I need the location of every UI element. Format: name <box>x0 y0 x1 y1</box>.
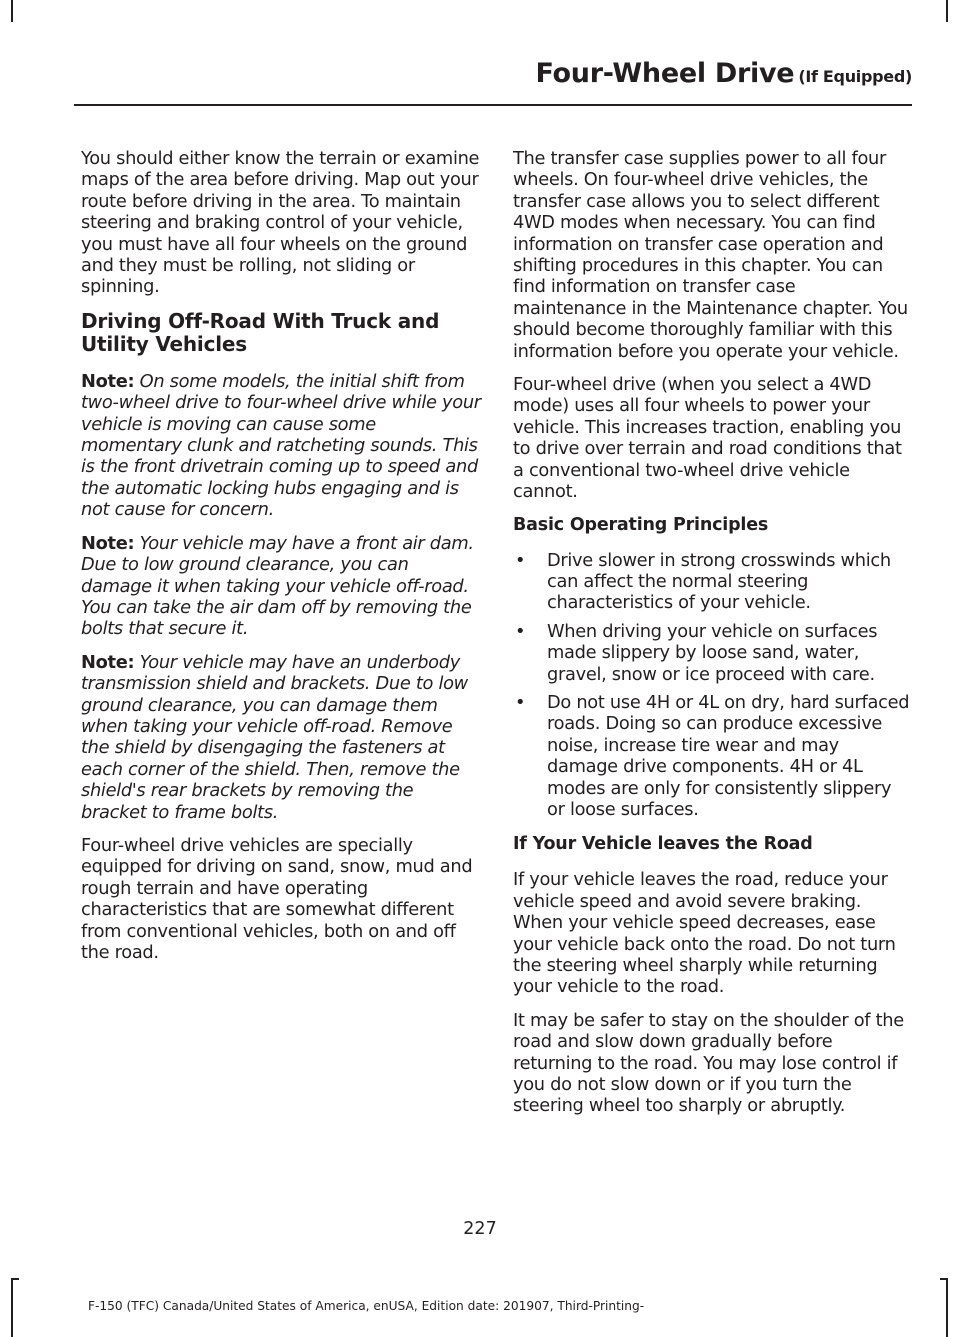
note-3-text: Your vehicle may have an underbody transmission shield and brackets. Due to low ground clearance, you can damage them when taking your vehicle off-road. Remove the shield by disengaging the fasteners at each corner of the shield. Then, remove the shield's rear brackets by removing the bracket to frame bolts. <box>81 651 468 823</box>
crop-mark-top-right-vertical <box>946 0 948 22</box>
bullet-icon: • <box>515 549 526 571</box>
edition-footer: F-150 (TFC) Canada/United States of America, enUSA, Edition date: 201907, Third-Printing- <box>88 1299 645 1313</box>
left-paragraph-2: Four-wheel drive vehicles are specially equipped for driving on sand, snow, mud and rough terrain and have operating characteristics that are somewhat different from conventional vehicles, both on and off the road. <box>81 834 473 963</box>
note-3 <box>81 652 481 823</box>
note-3-label: Note: <box>81 651 135 673</box>
list-item-text: Do not use 4H or 4L on dry, hard surfaced roads. Doing so can produce excessive noise, increase tire wear and may damage drive components. 4H or 4L modes are only for consistently slippery or loose surfaces. <box>547 691 910 820</box>
list-item <box>513 621 913 685</box>
bullet-icon: • <box>515 620 526 642</box>
note-1 <box>81 371 481 521</box>
heading-basic-operating-principles: Basic Operating Principles <box>513 514 769 535</box>
header-subtitle: (If Equipped) <box>798 67 912 86</box>
crop-mark-top-left-vertical <box>11 0 13 22</box>
right-paragraph-3: If your vehicle leaves the road, reduce your vehicle speed and avoid severe braking. When your vehicle speed decreases, ease your vehicle back onto the road. Do not turn the steering wheel sharply while returning your vehicle to the road. <box>513 869 896 998</box>
list-item-text: When driving your vehicle on surfaces made slippery by loose sand, water, gravel, snow or ice proceed with care. <box>547 620 878 685</box>
left-paragraph-1: You should either know the terrain or examine maps of the area before driving. Map out your route before driving in the area. To maintain steering and braking control of your vehicle, you must have all four wheels on the ground and they must be rolling, not sliding or spinning. <box>81 148 480 298</box>
note-2 <box>81 533 481 640</box>
list-item-text: Drive slower in strong crosswinds which can affect the normal steering characteristics of your vehicle. <box>547 549 891 614</box>
right-column <box>513 148 913 1129</box>
page-number: 227 <box>463 1219 497 1239</box>
crop-mark-bottom-right-vertical <box>946 1278 948 1337</box>
header-rule <box>74 104 912 106</box>
heading-if-vehicle-leaves-road: If Your Vehicle leaves the Road <box>513 834 813 855</box>
list-item <box>513 550 913 614</box>
page-header-title <box>536 58 913 89</box>
list-item <box>513 692 913 820</box>
note-2-text: Your vehicle may have a front air dam. Due to low ground clearance, you can damage it when taking your vehicle off-road. You can take the air dam off by removing the bolts that secure it. <box>81 532 474 640</box>
note-2-label: Note: <box>81 532 135 554</box>
crop-mark-bottom-left-vertical <box>11 1278 13 1337</box>
right-paragraph-1: The transfer case supplies power to all four wheels. On four-wheel drive vehicles, the transfer case allows you to select different 4WD modes when necessary. You can find information on transfer case operation and shifting procedures in this chapter. You can find information on transfer case maintenance in the Maintenance chapter. You should become thoroughly familiar with this information before you operate your vehicle. <box>513 148 908 362</box>
crop-mark-bottom-right-horizontal <box>940 1278 948 1280</box>
right-paragraph-4: It may be safer to stay on the shoulder of the road and slow down gradually before returning to the road. You may lose control if you do not slow down or if you turn the steering wheel too sharply or abruptly. <box>513 1009 904 1117</box>
bullet-icon: • <box>515 691 526 713</box>
right-paragraph-2: Four-wheel drive (when you select a 4WD mode) uses all four wheels to power your vehicle. This increases traction, enabling you to drive over terrain and road conditions that a conventional two-wheel drive vehicle cannot. <box>513 374 902 503</box>
note-1-label: Note: <box>81 370 135 392</box>
header-title-text: Four-Wheel Drive <box>535 58 795 89</box>
left-column <box>81 148 481 975</box>
crop-mark-bottom-left-horizontal <box>11 1278 19 1280</box>
heading-driving-off-road: Driving Off-Road With Truck and Utility Vehicles <box>81 308 440 356</box>
principles-list <box>513 550 913 821</box>
note-1-text: On some models, the initial shift from two-wheel drive to four-wheel drive while your vehicle is moving can cause some momentary clunk and ratcheting sounds. This is the front drivetrain coming up to speed and the automatic locking hubs engaging and is not cause for concern. <box>81 370 481 521</box>
